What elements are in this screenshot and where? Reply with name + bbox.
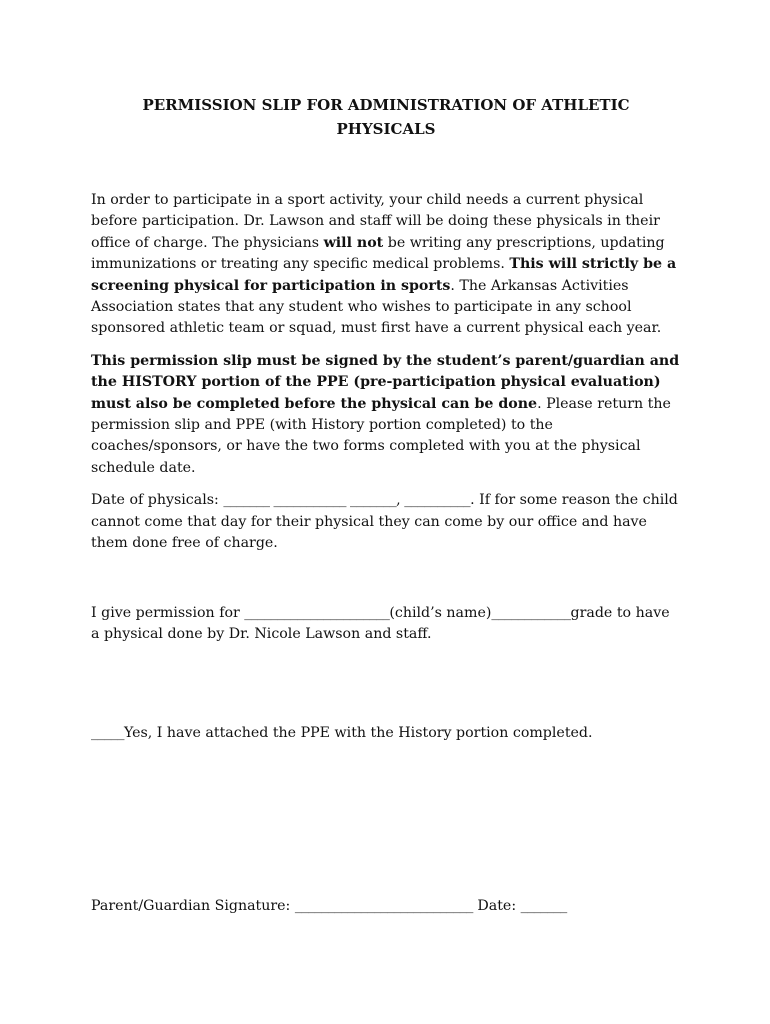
intro-text-2: be writing any prescriptions, updating immunizations or treating any specific medical problems. xyxy=(91,234,665,273)
date-paragraph xyxy=(91,490,681,554)
signature-field[interactable]: ___________________________ xyxy=(294,898,473,914)
date-blank-field[interactable]: _______ ___________ _______, __________ xyxy=(223,492,471,509)
permission-text-1: I give permission for xyxy=(91,604,245,621)
requirement-paragraph xyxy=(91,351,681,479)
intro-text-1: In order to participate in a sport activity, your child needs a current physical before participation. Dr. Lawson and staff will be doing these physicals in their office of charge. The physicians xyxy=(91,192,660,251)
intro-text-3: . The Arkansas Activities Association states that any student who wishes to participate in any school sponsored athletic team or squad, must first have a current physical each year. xyxy=(91,277,662,337)
date-paragraph-text: . If for some reason the child cannot come that day for their physical they can come by our office and have them done free of charge. xyxy=(91,492,678,552)
signature-line xyxy=(91,896,681,917)
date-of-physicals-label: Date of physicals: xyxy=(91,492,224,509)
permission-paragraph xyxy=(91,603,681,646)
child-name-field[interactable]: ______________________ xyxy=(244,604,390,621)
signature-label: Parent/Guardian Signature: xyxy=(91,898,295,914)
requirement-text: . Please return the permission slip and PPE (with History portion completed) to the coaches/sponsors, or have the two forms completed with you at the physical schedule date. xyxy=(91,395,671,476)
child-name-label: (child’s name) xyxy=(389,604,492,621)
ppe-attached-paragraph xyxy=(91,723,681,744)
intro-paragraph xyxy=(91,190,681,340)
grade-field[interactable]: ____________ xyxy=(491,604,571,621)
intro-bold-screening: This will strictly be a screening physical for participation in sports xyxy=(91,256,677,294)
intro-bold-will-not: will not xyxy=(323,234,384,251)
requirement-bold-text: This permission slip must be signed by the student’s parent/guardian and the HISTORY portion of the PPE (pre-participation physical evaluation) must also be completed before the physical can be done xyxy=(91,352,680,412)
signature-date-field[interactable]: _______ xyxy=(520,898,567,914)
permission-text-2: grade to have a physical done by Dr. Nicole Lawson and staff. xyxy=(91,604,670,642)
ppe-attached-text: Yes, I have attached the PPE with the History portion completed. xyxy=(123,725,593,742)
page-title: PERMISSION SLIP FOR ADMINISTRATION OF ATHLETIC PHYSICALS xyxy=(142,96,630,138)
signature-date-label: Date: xyxy=(472,898,521,914)
permission-slip-page xyxy=(91,93,681,914)
ppe-attached-checkbox-field[interactable]: _____ xyxy=(91,725,124,742)
